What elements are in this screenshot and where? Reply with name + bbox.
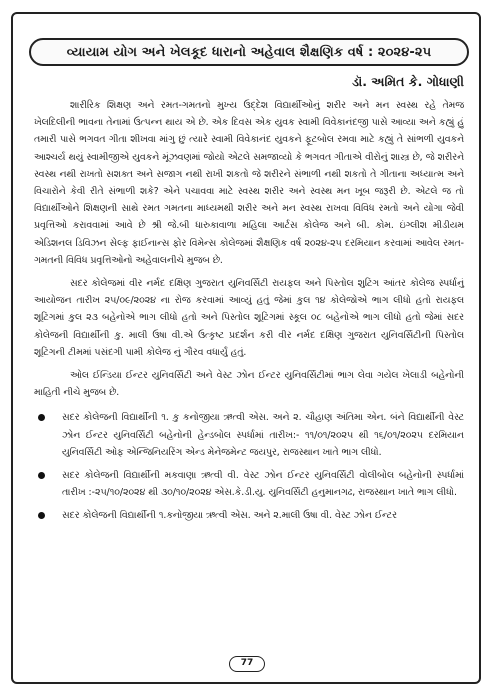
intro-paragraph: શારીરિક શિક્ષણ અને રમત-ગમતનો મુખ્ય ઉદ્દેશ વિદ્યાર્થીઓનું શરીર અને મન સ્વસ્થ રહે તેમજ ખેલદિલીની ભાવના તેનામાં ઉત્પન્ન થાય એ છે. એક દિવસ એક યુવક સ્વામી વિવેકાનંદજી પાસે આવ્યા અને કહ્યું હું તમારી પાસે ભગવત ગીતા શીખવા માંગુ છું ત્યારે સ્વામી વિવેકાનંદ યુવકને ફૂટબોલ રમવા માટે કહ્યું તે સાંભળી યુવકને આશ્ચર્ય થયું સ્વામીજીએ યુવકને મૂંઝવણમાં જોયો એટલે સમજાવ્યો કે ભગવત ગીતાએ વીરોનું શાસ્ત્ર છે, જે શરીરને સ્વસ્થ નથી રાખતો સશક્ત અને સજાગ નથી રાખી શકતો જે શરીરને સંભાળી નથી શકતો તે ગીતાના અધ્યાત્મ અને વિચારોને કેવી રીતે સંભાળી શકે? એને પચાવવા માટે સ્વસ્થ શરીર અને સ્વસ્થ મન ખૂબ જરૂરી છે. એટલે જ તો વિદ્યાર્થીઓને શિક્ષણની સાથે રમત ગમતના માધ્યમથી શરીર અને મન સ્વસ્થ રાખવા વિવિધ રમતો અને યોગા જેવી પ્રવૃત્તિઓ કરાવવામાં આવે છે શ્રી જે.બી ધારુકાવાળા મહિલા આર્ટસ કોલેજ અને બી. કોમ. ઇંગ્લીશ મીડીયમ એડિશનલ ડિવિઝન સેલ્ફ ફાઈનાન્સ ફોર વિમેન્સ કોલેજમાં શૈક્ષણિક વર્ષ ૨૦૨૪-૨૫ દરમિયાન કરવામાં આવેલ રમત-ગમતની વિવિધ પ્રવૃત્તિઓનો અહેવાલનીચે મુજબ છે.	[34, 100, 464, 266]
list-item	[34, 467, 464, 501]
list-item-text: સદર કોલેજની વિદ્યાર્થીની મકવાણા ઋત્વી વી. વેસ્ટ ઝોન ઈન્ટર યુનિવર્સિટી વોલીબોલ બહેનોની સ્પર્ધામાં તારીખ :-૨૫/૧૦/૨૦૨૪ થી ૩૦/૧૦/૨૦૨૪ એસ.કે.ડી.યુ. યુનિવર્સિટી હનુમાનગઢ, રાજસ્થાન ખાતે ભાગ લીધો.	[62, 470, 464, 499]
bullet-icon	[38, 512, 45, 519]
shooting-paragraph: સદર કોલેજમાં વીર નર્મદ દક્ષિણ ગુજરાત યુનિવર્સિટી રાયફલ અને પિસ્તોલ શુટિંગ આંતર કોલેજ સ્પર્ધાનું આયોજન તારીખ ૨૫/૦૯/૨૦૨૪ ના રોજ કરવામાં આવ્યું હતું જેમાં કુલ ૧૪ કોલેજોએ ભાગ લીધો હતો રાયફલ શૂટિંગમાં કુલ ૨૩ બહેનોએ ભાગ લીધો હતો અને પિસ્તોલ શૂટિંગમાં સ્કૂલ ૦૮ બહેનોએ ભાગ લીધો હતો જેમાં સદર કોલેજની વિદ્યાર્થીની કુ. માલી ઉષા વી.એ ઉત્કૃષ્ટ પ્રદર્શન કરી વીર નર્મદ દક્ષિણ ગુજરાત યુનિવર્સિટીની પિસ્તોલ શૂટિંગની ટીમમાં પસંદગી પામી કોલેજ નું ગૌરવ વધાર્યું હતું.	[34, 278, 464, 358]
list-item	[34, 409, 464, 461]
list-item	[34, 507, 464, 524]
page-number: 77	[229, 656, 265, 672]
report-body	[34, 97, 464, 531]
list-item-text: સદર કોલેજની વિદ્યાર્થીની ૧.કનોજીયા ઋત્વી એસ. અને ૨.માલી ઉષા વી. વેસ્ટ ઝોન ઈન્ટર	[62, 510, 397, 522]
page-title: વ્યાયામ યોગ અને ખેલકૂદ ધારાનો અહેવાલ શૈક્ષણિક વર્ષ : ૨૦૨૪-૨૫	[66, 44, 432, 60]
list-item-text: સદર કોલેજની વિદ્યાર્થીની ૧. કુ કનોજીયા ઋત્વી એસ. અને ૨. ચૌહાણ અંતિમા એન. બંને વિદ્યાર્થીની વેસ્ટ ઝોન ઈન્ટર યુનિવર્સિટી બહેનોની હેન્ડબોલ સ્પર્ધામાં તારીખ:- ૧૧/૦૧/૨૦૨૫ થી ૧૬/૦૧/૨૦૨૫ દરમિયાન યુનિવર્સિટી ઓફ એન્જિનિયરિંગ એન્ડ મેનેજમેન્ટ જયપુર, રાજસ્થાન ખાતે ભાગ લીધો.	[62, 412, 464, 458]
participants-intro-paragraph: ઓલ ઈન્ડિયા ઈન્ટર યુનિવર્સિટી અને વેસ્ટ ઝોન ઈન્ટર યુનિવર્સિટીમાં ભાગ લેવા ગયેલ ખેલાડી બહેનોની માહિતી નીચે મુજબ છે.	[34, 370, 464, 399]
author-name: ડૉ. અમિત કે. ગોધાણી	[352, 74, 464, 89]
bullet-icon	[38, 472, 45, 479]
title-banner	[29, 38, 469, 66]
participants-list	[34, 409, 464, 524]
bullet-icon	[38, 414, 45, 421]
